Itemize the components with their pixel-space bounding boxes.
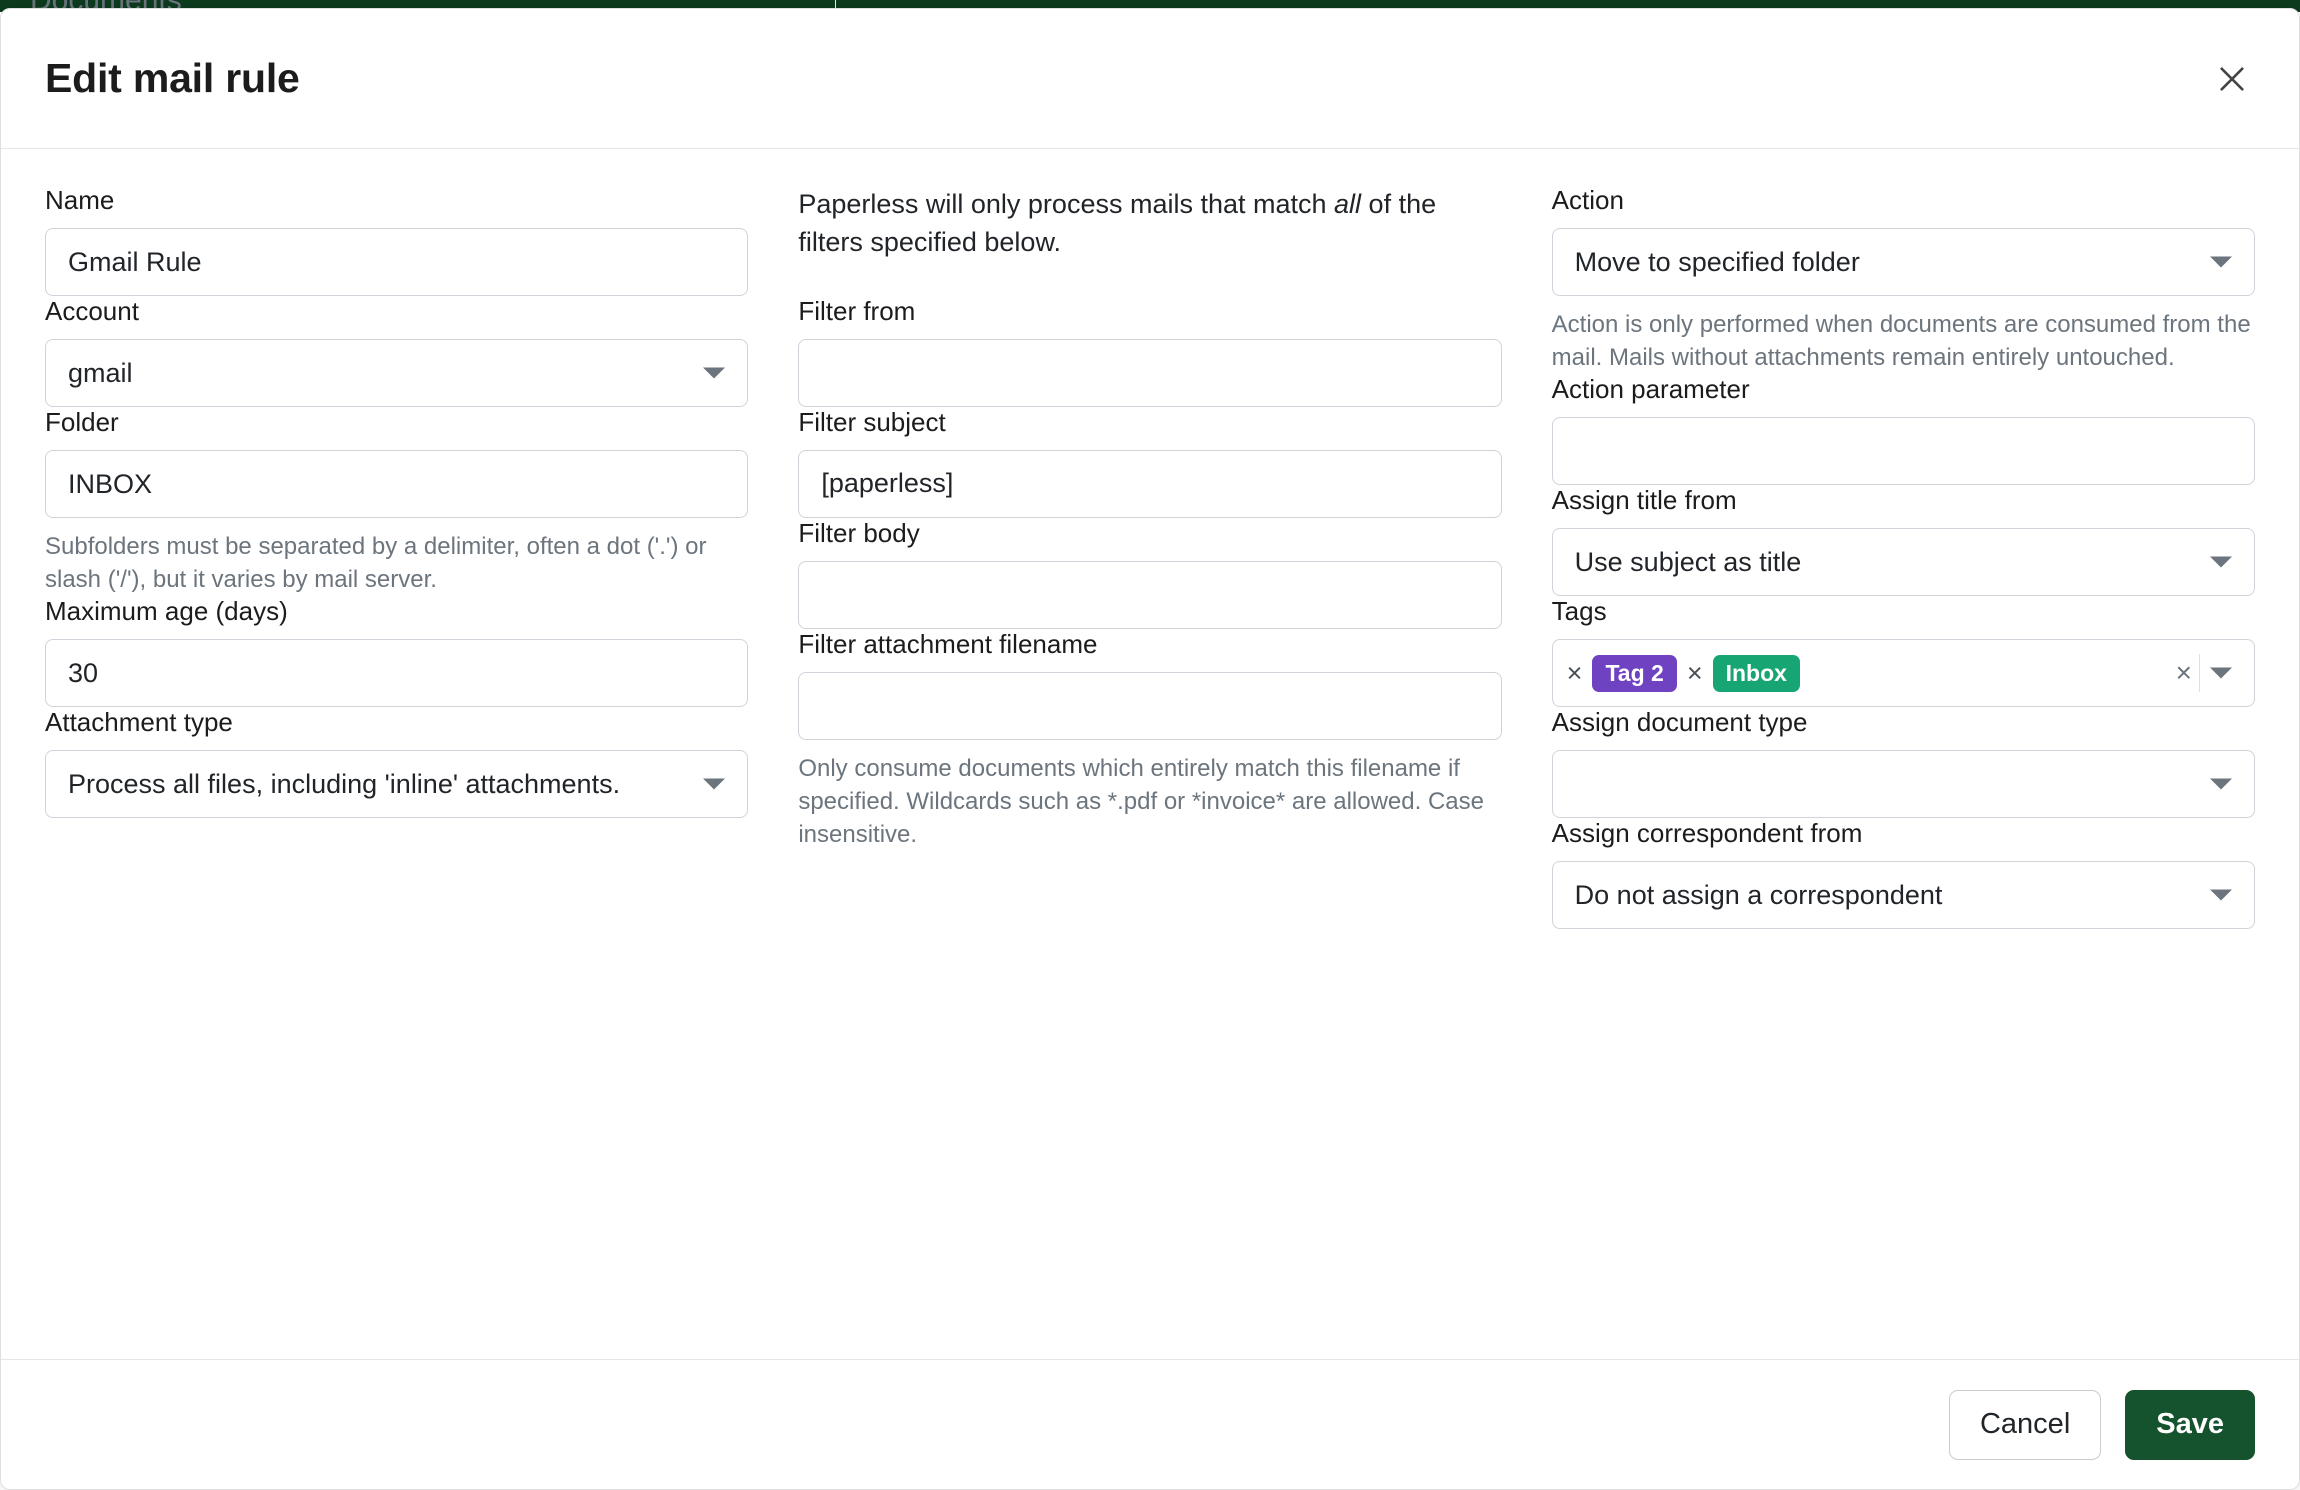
chevron-down-icon	[2210, 779, 2232, 790]
maximum-age-input[interactable]: 30	[45, 639, 748, 707]
action-parameter-label: Action parameter	[1551, 374, 1750, 405]
chevron-down-icon	[703, 368, 725, 379]
folder-help-text: Subfolders must be separated by a delimiter, often a dot ('.') or slash ('/'), but it varies by mail server.	[45, 533, 707, 594]
assign-title-from-value: Use subject as title	[1574, 546, 1802, 577]
tag-pill: Inbox	[1713, 655, 1800, 692]
assign-document-type-select[interactable]	[1552, 750, 2255, 818]
assign-title-from-select[interactable]	[1552, 528, 2255, 596]
account-select-value: gmail	[68, 357, 133, 388]
close-icon-glyph	[2215, 59, 2249, 99]
attachment-type-label: Attachment type	[45, 707, 233, 738]
chevron-down-icon[interactable]	[2210, 668, 2232, 679]
filter-from-label: Filter from	[798, 295, 916, 326]
action-help-text: Action is only performed when documents are consumed from the mail. Mails without attachments remain entirely untouched.	[1551, 311, 2251, 372]
save-button[interactable]: Save	[2125, 1390, 2255, 1460]
filter-body-input[interactable]	[798, 561, 1501, 629]
account-label: Account	[45, 296, 139, 326]
filters-intro-text	[798, 185, 1501, 262]
tags-divider	[2199, 654, 2200, 692]
folder-label: Folder	[45, 407, 119, 437]
filters-intro-part1: Paperless will only process mails that match	[798, 189, 1335, 219]
tag-pill: Tag 2	[1592, 655, 1676, 692]
assign-correspondent-from-label: Assign correspondent from	[1551, 818, 1863, 849]
edit-mail-rule-dialog	[0, 8, 2300, 1490]
attachment-type-select-value: Process all files, including 'inline' attachments.	[68, 768, 621, 799]
cancel-button[interactable]: Cancel	[1949, 1390, 2101, 1460]
tag-chip[interactable]	[1567, 655, 1677, 692]
filter-body-label: Filter body	[798, 517, 920, 548]
actions-column	[1552, 185, 2255, 1359]
tags-label: Tags	[1551, 596, 1607, 627]
remove-tag-icon[interactable]: ×	[1566, 657, 1583, 688]
tag-chip[interactable]	[1687, 655, 1800, 692]
rule-basics-column	[45, 185, 748, 1359]
assign-document-type-label: Assign document type	[1551, 707, 1808, 738]
filters-column	[798, 185, 1501, 1359]
assign-title-from-label: Assign title from	[1551, 485, 1737, 516]
filter-attachment-filename-label: Filter attachment filename	[798, 628, 1098, 659]
chevron-down-icon	[2210, 557, 2232, 568]
filters-intro-part2: of the filters specified below.	[798, 189, 1437, 258]
assign-correspondent-from-select[interactable]	[1552, 861, 2255, 929]
dialog-body	[1, 149, 2299, 1359]
maximum-age-label: Maximum age (days)	[45, 596, 288, 627]
dialog-title: Edit mail rule	[45, 55, 300, 101]
action-select-value: Move to specified folder	[1574, 246, 1860, 277]
folder-input[interactable]: INBOX	[45, 450, 748, 518]
close-icon[interactable]	[2209, 56, 2255, 102]
action-label: Action	[1551, 185, 1624, 215]
dialog-footer	[1, 1359, 2299, 1489]
filter-from-input[interactable]	[798, 339, 1501, 407]
filter-subject-input[interactable]: [paperless]	[798, 450, 1501, 518]
filter-attachment-filename-input[interactable]	[798, 672, 1501, 740]
name-input[interactable]: Gmail Rule	[45, 228, 748, 296]
account-select[interactable]	[45, 339, 748, 407]
dialog-header	[1, 9, 2299, 149]
filters-intro-emphasis: all	[1334, 189, 1362, 219]
tags-select[interactable]	[1552, 639, 2255, 707]
chevron-down-icon	[2210, 257, 2232, 268]
clear-tags-icon[interactable]: ×	[2175, 657, 2192, 689]
chevron-down-icon	[703, 779, 725, 790]
name-label: Name	[45, 185, 115, 215]
filter-attachment-help-text: Only consume documents which entirely match this filename if specified. Wildcards such as *.pdf or *invoice* are allowed. Case insensitive.	[798, 754, 1484, 848]
action-select[interactable]	[1552, 228, 2255, 296]
remove-tag-icon[interactable]: ×	[1686, 657, 1703, 688]
chevron-down-icon	[2210, 890, 2232, 901]
assign-correspondent-from-value: Do not assign a correspondent	[1574, 879, 1943, 910]
filter-subject-label: Filter subject	[798, 406, 946, 437]
attachment-type-select[interactable]	[45, 750, 748, 818]
action-parameter-input[interactable]	[1552, 417, 2255, 485]
